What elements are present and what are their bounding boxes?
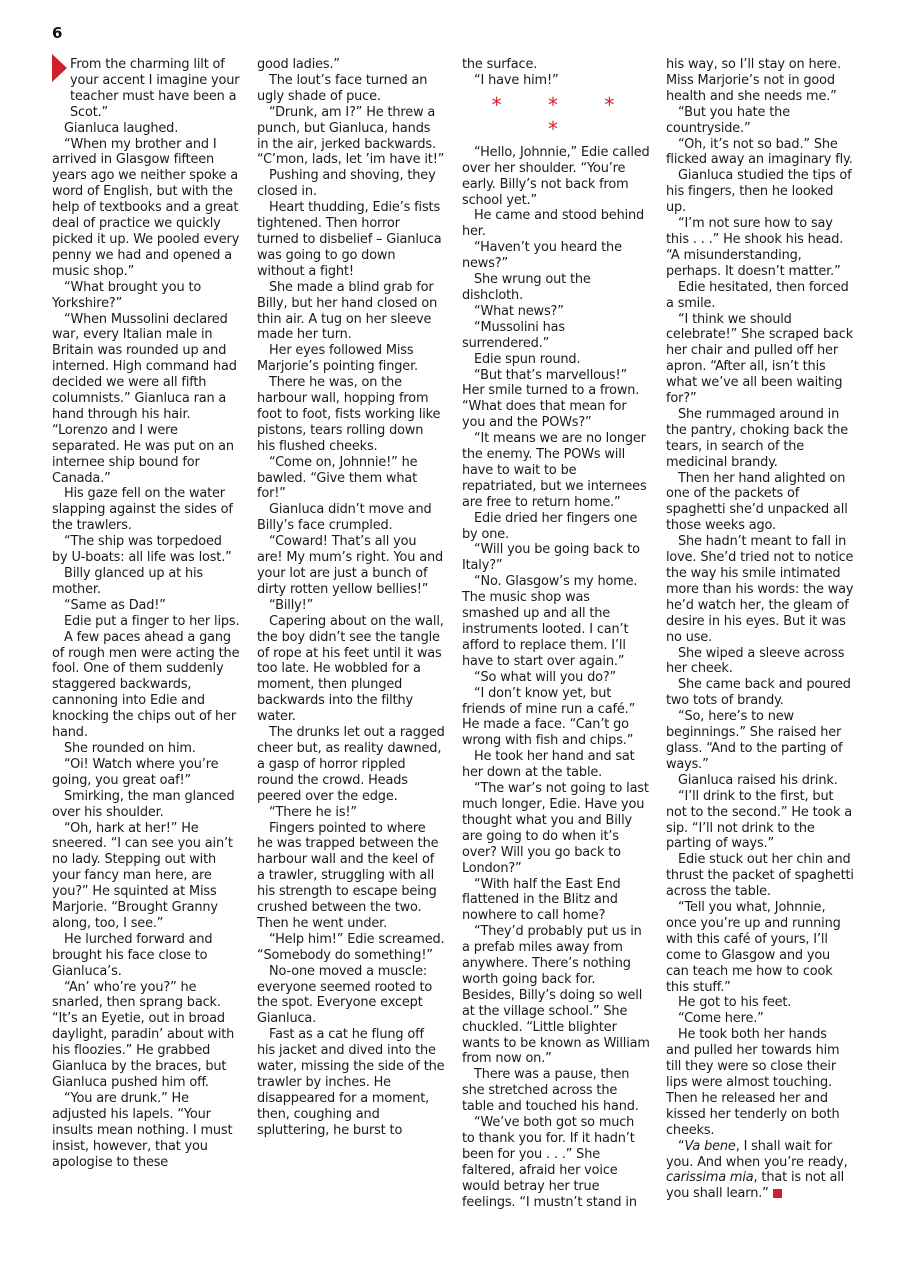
paragraph: “Mussolini has surrendered.” — [462, 319, 565, 351]
paragraph: “No. Glasgow’s my home. The music shop was smashed up and all the instruments looted. I can’t afford to replace them. I’ll have to start over again.” — [462, 574, 638, 669]
paragraph: She wrung out the dishcloth. — [462, 272, 591, 303]
paragraph: No-one moved a muscle: everyone seemed rooted to the spot. Everyone except Gianluca. — [257, 963, 433, 1027]
paragraph: Fast as a cat he flung off his jacket and dived into the water, missing the side of the trawler by inches. He disappeared for a moment, then, coughing and spluttering, he burst to — [257, 1027, 445, 1138]
paragraph: Heart thudding, Edie’s fists tightened. Then horror turned to disbelief – Gianluca was going to go down without a fight! — [257, 200, 442, 279]
paragraph: She came back and poured two tots of brandy. — [666, 677, 851, 709]
paragraph: Capering about on the wall, the boy didn’t see the tangle of rope at his feet until it was too late. He wobbled for a moment, then plunged backwards into the filthy water. — [257, 613, 444, 725]
paragraph: “I think we should celebrate!” She scraped back her chair and pulled off her apron. “After all, isn’t this what we’ve all been waiting for?” — [666, 311, 854, 407]
scene-break-stars: * * * * — [491, 92, 635, 141]
paragraph: Billy glanced up at his mother. — [52, 566, 203, 597]
paragraph: “Billy!” — [269, 597, 314, 613]
paragraph: “So, here’s to new beginnings.” She raised her glass. “And to the parting of ways.” — [666, 709, 843, 772]
paragraph: his way, so I’ll stay on here. Miss Marjorie’s not in good health and she needs me.” — [666, 57, 841, 104]
end-of-story-square-icon — [773, 1189, 782, 1198]
text-column-1 — [52, 57, 240, 1170]
paragraph: The lout’s face turned an ugly shade of puce. — [257, 72, 428, 104]
text-column-3 — [462, 57, 650, 1211]
paragraph: She made a blind grab for Billy, but her hand closed on thin air. A tug on her sleeve made her turn. — [257, 279, 438, 343]
paragraph: “When my brother and I arrived in Glasgow fifteen years ago we neither spoke a word of English, but with the help of textbooks and a great deal of practice we quickly picked it up. We pooled every penny we had and opened a music shop.” — [52, 136, 240, 279]
paragraph: good ladies.” — [257, 57, 340, 72]
paragraph: “We’ve both got so much to thank you for. If it hadn’t been for you . . .” She faltered, afraid her voice would betray her true feelings. “I mustn’t stand in — [462, 1115, 637, 1210]
paragraph: Edie stuck out her chin and thrust the packet of spaghetti across the table. — [666, 852, 854, 900]
paragraph: “Help him!” Edie screamed. “Somebody do something!” — [257, 931, 445, 963]
paragraph: Gianluca studied the tips of his fingers, then he looked up. — [666, 168, 852, 216]
paragraph: A few paces ahead a gang of rough men were acting the fool. One of them suddenly staggered backwards, cannoning into Edie and knocking the chips out of her hand. — [52, 629, 240, 741]
paragraph: Gianluca didn’t move and Billy’s face crumpled. — [257, 502, 432, 534]
paragraph: “With half the East End flattened in the Blitz and nowhere to call home? — [462, 876, 621, 924]
paragraph: Edie dried her fingers one by one. — [462, 510, 638, 542]
paragraph: “Drunk, am I?” He threw a punch, but Gianluca, hands in the air, jerked backwards. “C’mon, lads, let ’im have it!” — [257, 104, 445, 168]
paragraph: “The war’s not going to last much longer, Edie. Have you thought what you and Billy are going to do when it’s over? Will you go back to London?” — [462, 781, 649, 876]
paragraph: “It means we are no longer the enemy. The POWs will have to wait to be repatriated, but we internees are free to return home.” — [462, 431, 647, 510]
paragraph: He got to his feet. — [678, 995, 792, 1011]
paragraph: “The ship was torpedoed by U-boats: all life was lost.” — [52, 534, 232, 566]
paragraph: “Haven’t you heard the news?” — [462, 240, 622, 272]
paragraph: Then her hand alighted on one of the packets of spaghetti she’d unpacked all those weeks ago. — [666, 470, 848, 534]
paragraph: He took both her hands and pulled her towards him till they were so close their lips were almost touching. Then he released her and kissed her tenderly on both cheeks. — [666, 1027, 840, 1138]
paragraph: He came and stood behind her. — [462, 208, 645, 240]
paragraph: the surface. — [462, 57, 538, 72]
paragraph: “An’ who’re you?” he snarled, then sprang back. “It’s an Eyetie, out in broad daylight, paradin’ about with his floozies.” He grabbed Gianluca by the braces, but Gianluca pushed him off. — [52, 979, 235, 1090]
paragraph: His gaze fell on the water slapping against the sides of the trawlers. — [52, 486, 233, 534]
paragraph: Edie put a finger to her lips. — [64, 613, 240, 629]
paragraph: There was a pause, then she stretched across the table and touched his hand. — [462, 1067, 639, 1115]
paragraph: There he was, on the harbour wall, hopping from foot to foot, fists working like pistons, tears rolling down his flushed cheeks. — [257, 375, 441, 454]
paragraph: “I’ll drink to the first, but not to the second.” He took a sip. “I’ll not drink to the parting of ways.” — [666, 788, 853, 852]
paragraph: “I’m not sure how to say this . . .” He shook his head. “A misunderstanding, perhaps. It doesn’t matter.” — [666, 216, 844, 279]
page-number: 6 — [52, 24, 63, 42]
paragraph: “But you hate the countryside.” — [666, 104, 790, 136]
paragraph: She rummaged around in the pantry, choking back the tears, in search of the medicinal brandy. — [666, 406, 849, 470]
paragraph: “What brought you to Yorkshire?” — [52, 279, 202, 311]
paragraph: “Oh, it’s not so bad.” She flicked away an imaginary fly. — [666, 136, 853, 168]
paragraph: She rounded on him. — [64, 740, 196, 756]
paragraph: “I don’t know yet, but friends of mine run a café.” He made a face. “Can’t go wrong with fish and chips.” — [462, 685, 636, 749]
paragraph: “Hello, Johnnie,” Edie called over her shoulder. “You’re early. Billy’s not back from school yet.” — [462, 144, 650, 208]
text-column-2 — [257, 57, 445, 1139]
paragraph: “When Mussolini declared war, every Italian male in Britain was rounded up and interned. High command had decided we were all fifth columnists.” Gianluca ran a hand through his hair. “Lorenzo and I were separated. He was put on an internee ship bound for Canada.” — [52, 311, 237, 486]
paragraph: Her eyes followed Miss Marjorie’s pointing finger. — [257, 343, 418, 375]
paragraph: “You are drunk.” He adjusted his lapels. “Your insults mean nothing. I must insist, however, that you apologise to these — [52, 1090, 233, 1170]
paragraph: She wiped a sleeve across her cheek. — [666, 645, 845, 677]
paragraph: “Same as Dad!” — [64, 597, 166, 613]
paragraph: “What news?” — [474, 303, 564, 319]
paragraph: The drunks let out a ragged cheer but, as reality dawned, a gasp of horror rippled round the crowd. Heads peered over the edge. — [257, 725, 445, 804]
paragraph: Gianluca raised his drink. — [678, 772, 838, 788]
paragraph: “I have him!” — [474, 72, 559, 88]
paragraph: From the charming lilt of your accent I imagine your teacher must have been a Scot.” — [70, 57, 240, 120]
paragraph: “They’d probably put us in a prefab miles away from anywhere. There’s nothing worth going back for. Besides, Billy’s doing so well at the village school.” She chuckled. “Little blighter wants to be known as William from now on.” — [462, 924, 650, 1067]
paragraph: “Will you be going back to Italy?” — [462, 542, 640, 574]
paragraph: “But that’s marvellous!” Her smile turned to a frown. “What does that mean for you and the POWs?” — [462, 367, 640, 431]
paragraph: He lurched forward and brought his face close to Gianluca’s. — [52, 931, 213, 979]
paragraph: “Oi! Watch where you’re going, you great oaf!” — [52, 756, 219, 788]
paragraph: “Come on, Johnnie!” he bawled. “Give them what for!” — [257, 454, 418, 502]
paragraph: “There he is!” — [269, 804, 357, 820]
paragraph: “So what will you do?” — [474, 669, 617, 685]
paragraph: Edie spun round. — [474, 351, 581, 367]
text-column-4 — [666, 57, 854, 1202]
paragraph: She hadn’t meant to fall in love. She’d tried not to notice the way his smile intimated more than his words: the way he’d watch her, the gleam of desire in his eyes. But it was no use. — [666, 534, 854, 645]
paragraph: “Oh, hark at her!” He sneered. “I can see you ain’t no lady. Stepping out with your fancy man here, are you?” He squinted at Miss Marjorie. “Brought Granny along, too, I see.” — [52, 820, 233, 931]
paragraph: Pushing and shoving, they closed in. — [257, 168, 436, 200]
paragraph: “Come here.” — [678, 1011, 764, 1027]
paragraph: Edie hesitated, then forced a smile. — [666, 279, 849, 311]
paragraph: Smirking, the man glanced over his shoulder. — [52, 788, 235, 820]
paragraph: “Coward! That’s all you are! My mum’s right. You and your lot are just a bunch of dirty rotten yellow bellies!” — [257, 534, 444, 597]
paragraph: Gianluca laughed. — [64, 120, 179, 136]
final-paragraph: “Va bene, I shall wait for you. And when you’re ready, carissima mia, that is not all you shall learn.” — [666, 1138, 848, 1202]
paragraph: He took her hand and sat her down at the table. — [462, 749, 635, 781]
paragraph: Fingers pointed to where he was trapped between the harbour wall and the keel of a trawler, struggling with all his strength to escape being crushed between the two. Then he went under. — [257, 820, 439, 931]
paragraph: “Tell you what, Johnnie, once you’re up and running with this café of yours, I’ll come to Glasgow and you can teach me how to cook this stuff.” — [666, 900, 841, 995]
